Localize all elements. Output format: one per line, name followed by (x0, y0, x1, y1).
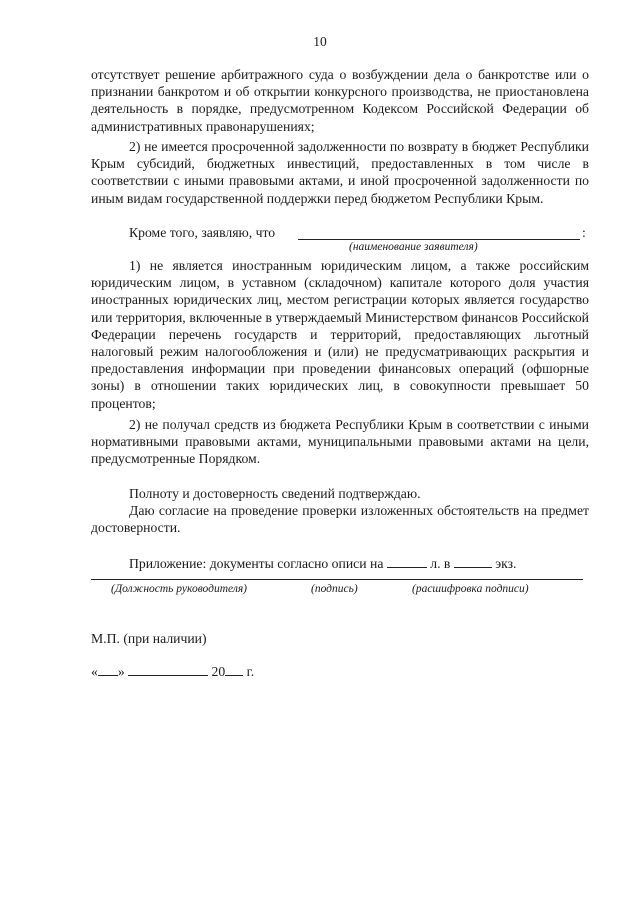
attachment-mid: л. в (430, 556, 451, 571)
confirm-statement: Полноту и достоверность сведений подтверждаю. (129, 486, 421, 501)
paragraph-foreign-entity: 1) не является иностранным юридическим лицом, а также российским юридическим лицом, в уставном (складочном) капитале которого доля участия иностранных юридических лиц, местом регистрации которых является государство или территория, включенные в утверждаемый Министерством финансов Российской Федерации перечень государств и территорий, предоставляющих льготный налоговый режим налогообложения и (или) не предусматривающих раскрытия и предоставления информации при проведении финансовых операций (офшорные зоны) в отношении таких юридических лиц, в совокупности превышает 50 процентов; (91, 258, 589, 411)
attachment-line (129, 554, 516, 572)
paragraph-budget-funds: 2) не получал средств из бюджета Республики Крым в соответствии с иными нормативными правовыми актами, муниципальными правовыми актами на цели, предусмотренные Порядком. (91, 417, 589, 467)
declare-suffix: : (582, 225, 586, 240)
pages-count-blank (387, 554, 427, 568)
paragraph-debt: 2) не имеется просроченной задолженности по возврату в бюджет Республики Крым субсидий, бюджетных инвестиций, предоставленных в том числе в соответствии с иными правовыми актами, и иной просроченной задолженности по иным видам государственной поддержки перед бюджетом Республики Крым. (91, 139, 589, 206)
year-prefix: 20 (211, 664, 226, 679)
month-blank (128, 662, 208, 676)
decode-caption: (расшифровка подписи) (412, 583, 529, 595)
position-caption: (Должность руководителя) (111, 583, 248, 595)
declare-prefix: Кроме того, заявляю, что (129, 225, 276, 240)
signature-line (91, 579, 583, 580)
consent-statement: Даю согласие на проведение проверки изложенных обстоятельств на предмет достоверности. (91, 503, 589, 536)
paragraph-bankruptcy: отсутствует решение арбитражного суда о возбуждении дела о банкротстве или о признании банкротом и об открытии конкурсного производства, не приостановлена деятельность в порядке, предусмотренном Кодексом Российской Федерации об административных правонарушениях; (91, 67, 589, 134)
attachment-suffix: экз. (495, 556, 517, 571)
applicant-name-line (298, 239, 580, 240)
attachment-prefix: Приложение: документы согласно описи на (129, 556, 384, 571)
year-suffix: г. (246, 664, 255, 679)
copies-count-blank (454, 554, 492, 568)
year-blank (225, 662, 243, 676)
page-number: 10 (313, 34, 327, 49)
day-blank (98, 662, 118, 676)
date-close-quote: » (117, 664, 125, 679)
stamp-label: М.П. (при наличии) (91, 631, 207, 646)
date-open-quote: « (91, 664, 98, 679)
applicant-caption: (наименование заявителя) (349, 241, 478, 253)
date-line (91, 662, 254, 680)
sign-caption: (подпись) (311, 583, 358, 595)
